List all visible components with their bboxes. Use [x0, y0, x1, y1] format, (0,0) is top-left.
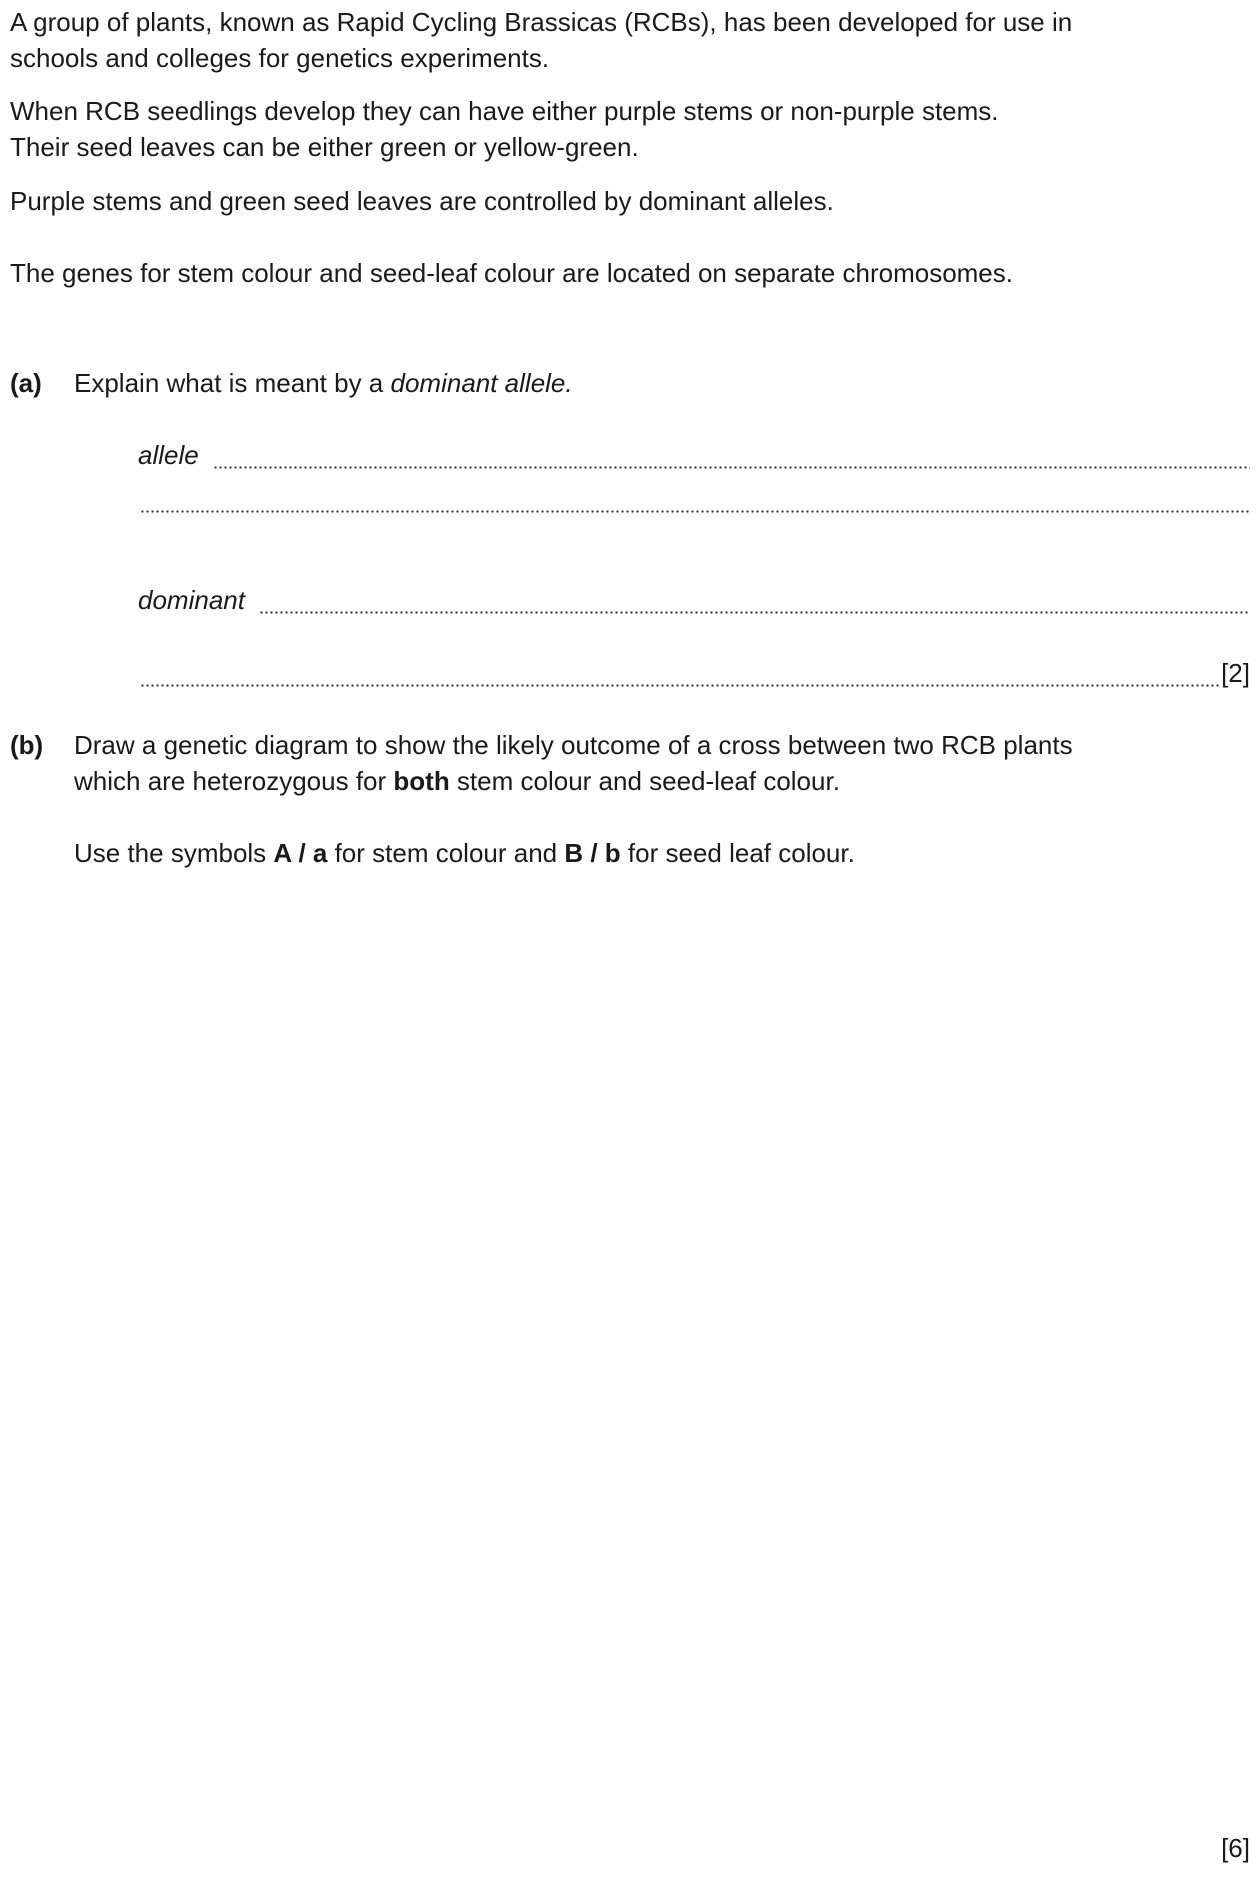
- part-b-question: [74, 727, 1073, 799]
- part-b-line2-suffix: stem colour and seed-leaf colour.: [449, 766, 840, 796]
- part-a-question: [74, 365, 573, 401]
- symbols-a: A / a: [273, 838, 328, 868]
- part-b-line1: Draw a genetic diagram to show the likely outcome of a cross between two RCB plants: [74, 730, 1073, 760]
- intro-paragraph-3: Purple stems and green seed leaves are controlled by dominant alleles.: [10, 186, 834, 216]
- genetic-diagram-answer-space[interactable]: [74, 890, 1250, 1810]
- symbols-suffix: for seed leaf colour.: [620, 838, 855, 868]
- part-a-label: (a): [10, 368, 42, 398]
- allele-dotted-line-2[interactable]: [140, 510, 1250, 513]
- intro-p1-line1: A group of plants, known as Rapid Cycling Brassicas (RCBs), has been developed for use in: [10, 7, 1073, 37]
- symbols-prefix: Use the symbols: [74, 838, 274, 868]
- part-b-label: (b): [10, 730, 44, 760]
- part-a-question-term: dominant allele.: [390, 368, 573, 398]
- intro-p1-line2: schools and colleges for genetics experiments.: [10, 43, 550, 73]
- part-b-marks: [6]: [1221, 1833, 1250, 1863]
- dominant-dotted-line-2[interactable]: [140, 684, 1219, 687]
- intro-p2-line1: When RCB seedlings develop they can have either purple stems or non-purple stems.: [10, 96, 999, 126]
- part-b-line2-prefix: which are heterozygous for: [74, 766, 394, 796]
- intro-paragraph-4: The genes for stem colour and seed-leaf colour are located on separate chromosomes.: [10, 258, 1013, 288]
- intro-paragraph-2: [10, 93, 1250, 165]
- allele-label: allele: [138, 440, 199, 470]
- part-b-symbols-instruction: [74, 835, 855, 871]
- symbols-b: B / b: [564, 838, 621, 868]
- dominant-label: dominant: [138, 585, 245, 615]
- allele-answer-line[interactable]: [138, 437, 1250, 473]
- dominant-answer-line[interactable]: [138, 582, 1250, 618]
- intro-p2-line2: Their seed leaves can be either green or yellow-green.: [10, 132, 639, 162]
- symbols-mid: for stem colour and: [327, 838, 565, 868]
- allele-dotted-line[interactable]: [213, 466, 1250, 469]
- part-a-question-prefix: Explain what is meant by a: [74, 368, 391, 398]
- dominant-dotted-line[interactable]: [259, 611, 1250, 614]
- allele-answer-line-2[interactable]: [140, 510, 1250, 517]
- part-a-marks: [2]: [1221, 658, 1250, 688]
- dominant-answer-line-2[interactable]: [140, 655, 1250, 691]
- intro-paragraph-1: [10, 4, 1250, 76]
- part-b-line2-bold: both: [393, 766, 450, 796]
